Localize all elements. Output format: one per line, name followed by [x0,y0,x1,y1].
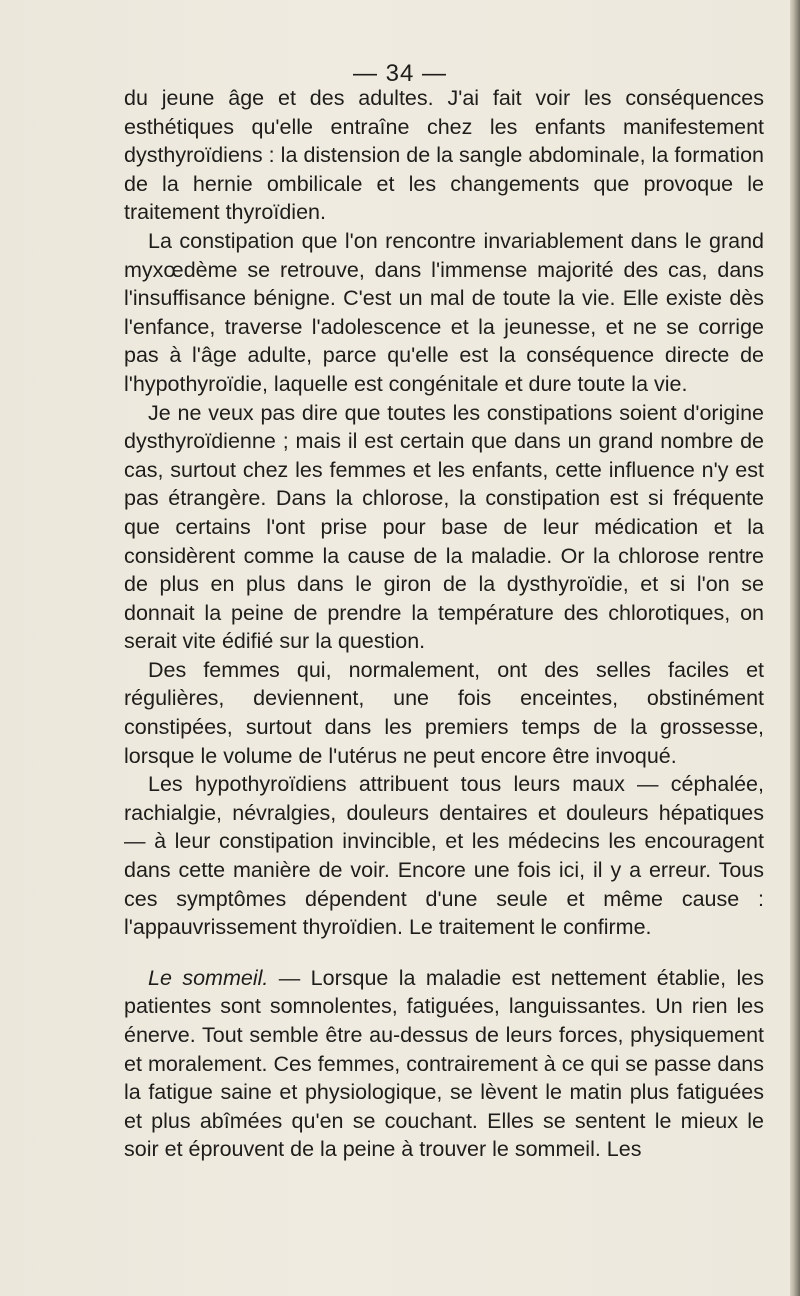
paragraph-6 [124,964,764,1164]
paragraph-3: Je ne veux pas dire que toutes les constipations soient d'origine dysthyroïdienne ; mais il est certain que dans un grand nombre de cas, surtout chez les femmes et les enfants, cette influence n'y est pas étrangère. Dans la chlorose, la constipation est si fréquente que certains l'ont prise pour base de leur médication et la considèrent comme la cause de la maladie. Or la chlorose rentre de plus en plus dans le giron de la dysthyroïdie, et si l'on se donnait la peine de prendre la température des chlorotiques, on serait vite édifié sur la question. [124,400,764,654]
paragraph-4: Des femmes qui, normalement, ont des selles faciles et régulières, deviennent, une fois enceintes, obstinément constipées, surtout dans les premiers temps de la grossesse, lorsque le volume de l'utérus ne peut encore être invoqué. [124,657,764,768]
body-text [124,84,764,1164]
paragraph-5: Les hypothyroïdiens attribuent tous leurs maux — céphalée, rachialgie, névralgies, douleurs dentaires et douleurs hépatiques — à leur constipation invincible, et les médecins les encouragent dans cette manière de voir. Encore une fois ici, il y a erreur. Tous ces symptômes dépendent d'une seule et même cause : l'appauvrissement thyroïdien. Le traitement le confirme. [124,772,764,940]
paragraph-6-text: — Lorsque la maladie est nettement établie, les patientes sont somnolentes, fatiguées, languissantes. Un rien les énerve. Tout semble être au-dessus de leurs forces, physiquement et moralement. Ces femmes, contrairement à ce qui se passe dans la fatigue saine et physiologique, se lèvent le matin plus fatiguées et plus abîmées qu'en se couchant. Elles se sentent le mieux le soir et éprouvent de la peine à trouver le sommeil. Les [124,965,764,1162]
section-heading: Le sommeil. [148,965,269,990]
paragraph-2: La constipation que l'on rencontre invariablement dans le grand myxœdème se retrouve, dans l'immense majorité des cas, dans l'insuffisance bénigne. C'est un mal de toute la vie. Elle existe dès l'enfance, traverse l'adolescence et la jeunesse, et ne se corrige pas à l'âge adulte, parce qu'elle est la conséquence directe de l'hypothyroïdie, laquelle est congénitale et dure toute la vie. [124,228,764,396]
page-number: — 34 — [352,60,448,87]
page-edge-shadow [790,0,800,1296]
paragraph-1: du jeune âge et des adultes. J'ai fait voir les conséquences esthétiques qu'elle entraîne chez les enfants manifestement dysthyroïdiens : la distension de la sangle abdominale, la formation de la hernie ombilicale et les changements que provoque le traitement thyroïdien. [124,86,764,225]
